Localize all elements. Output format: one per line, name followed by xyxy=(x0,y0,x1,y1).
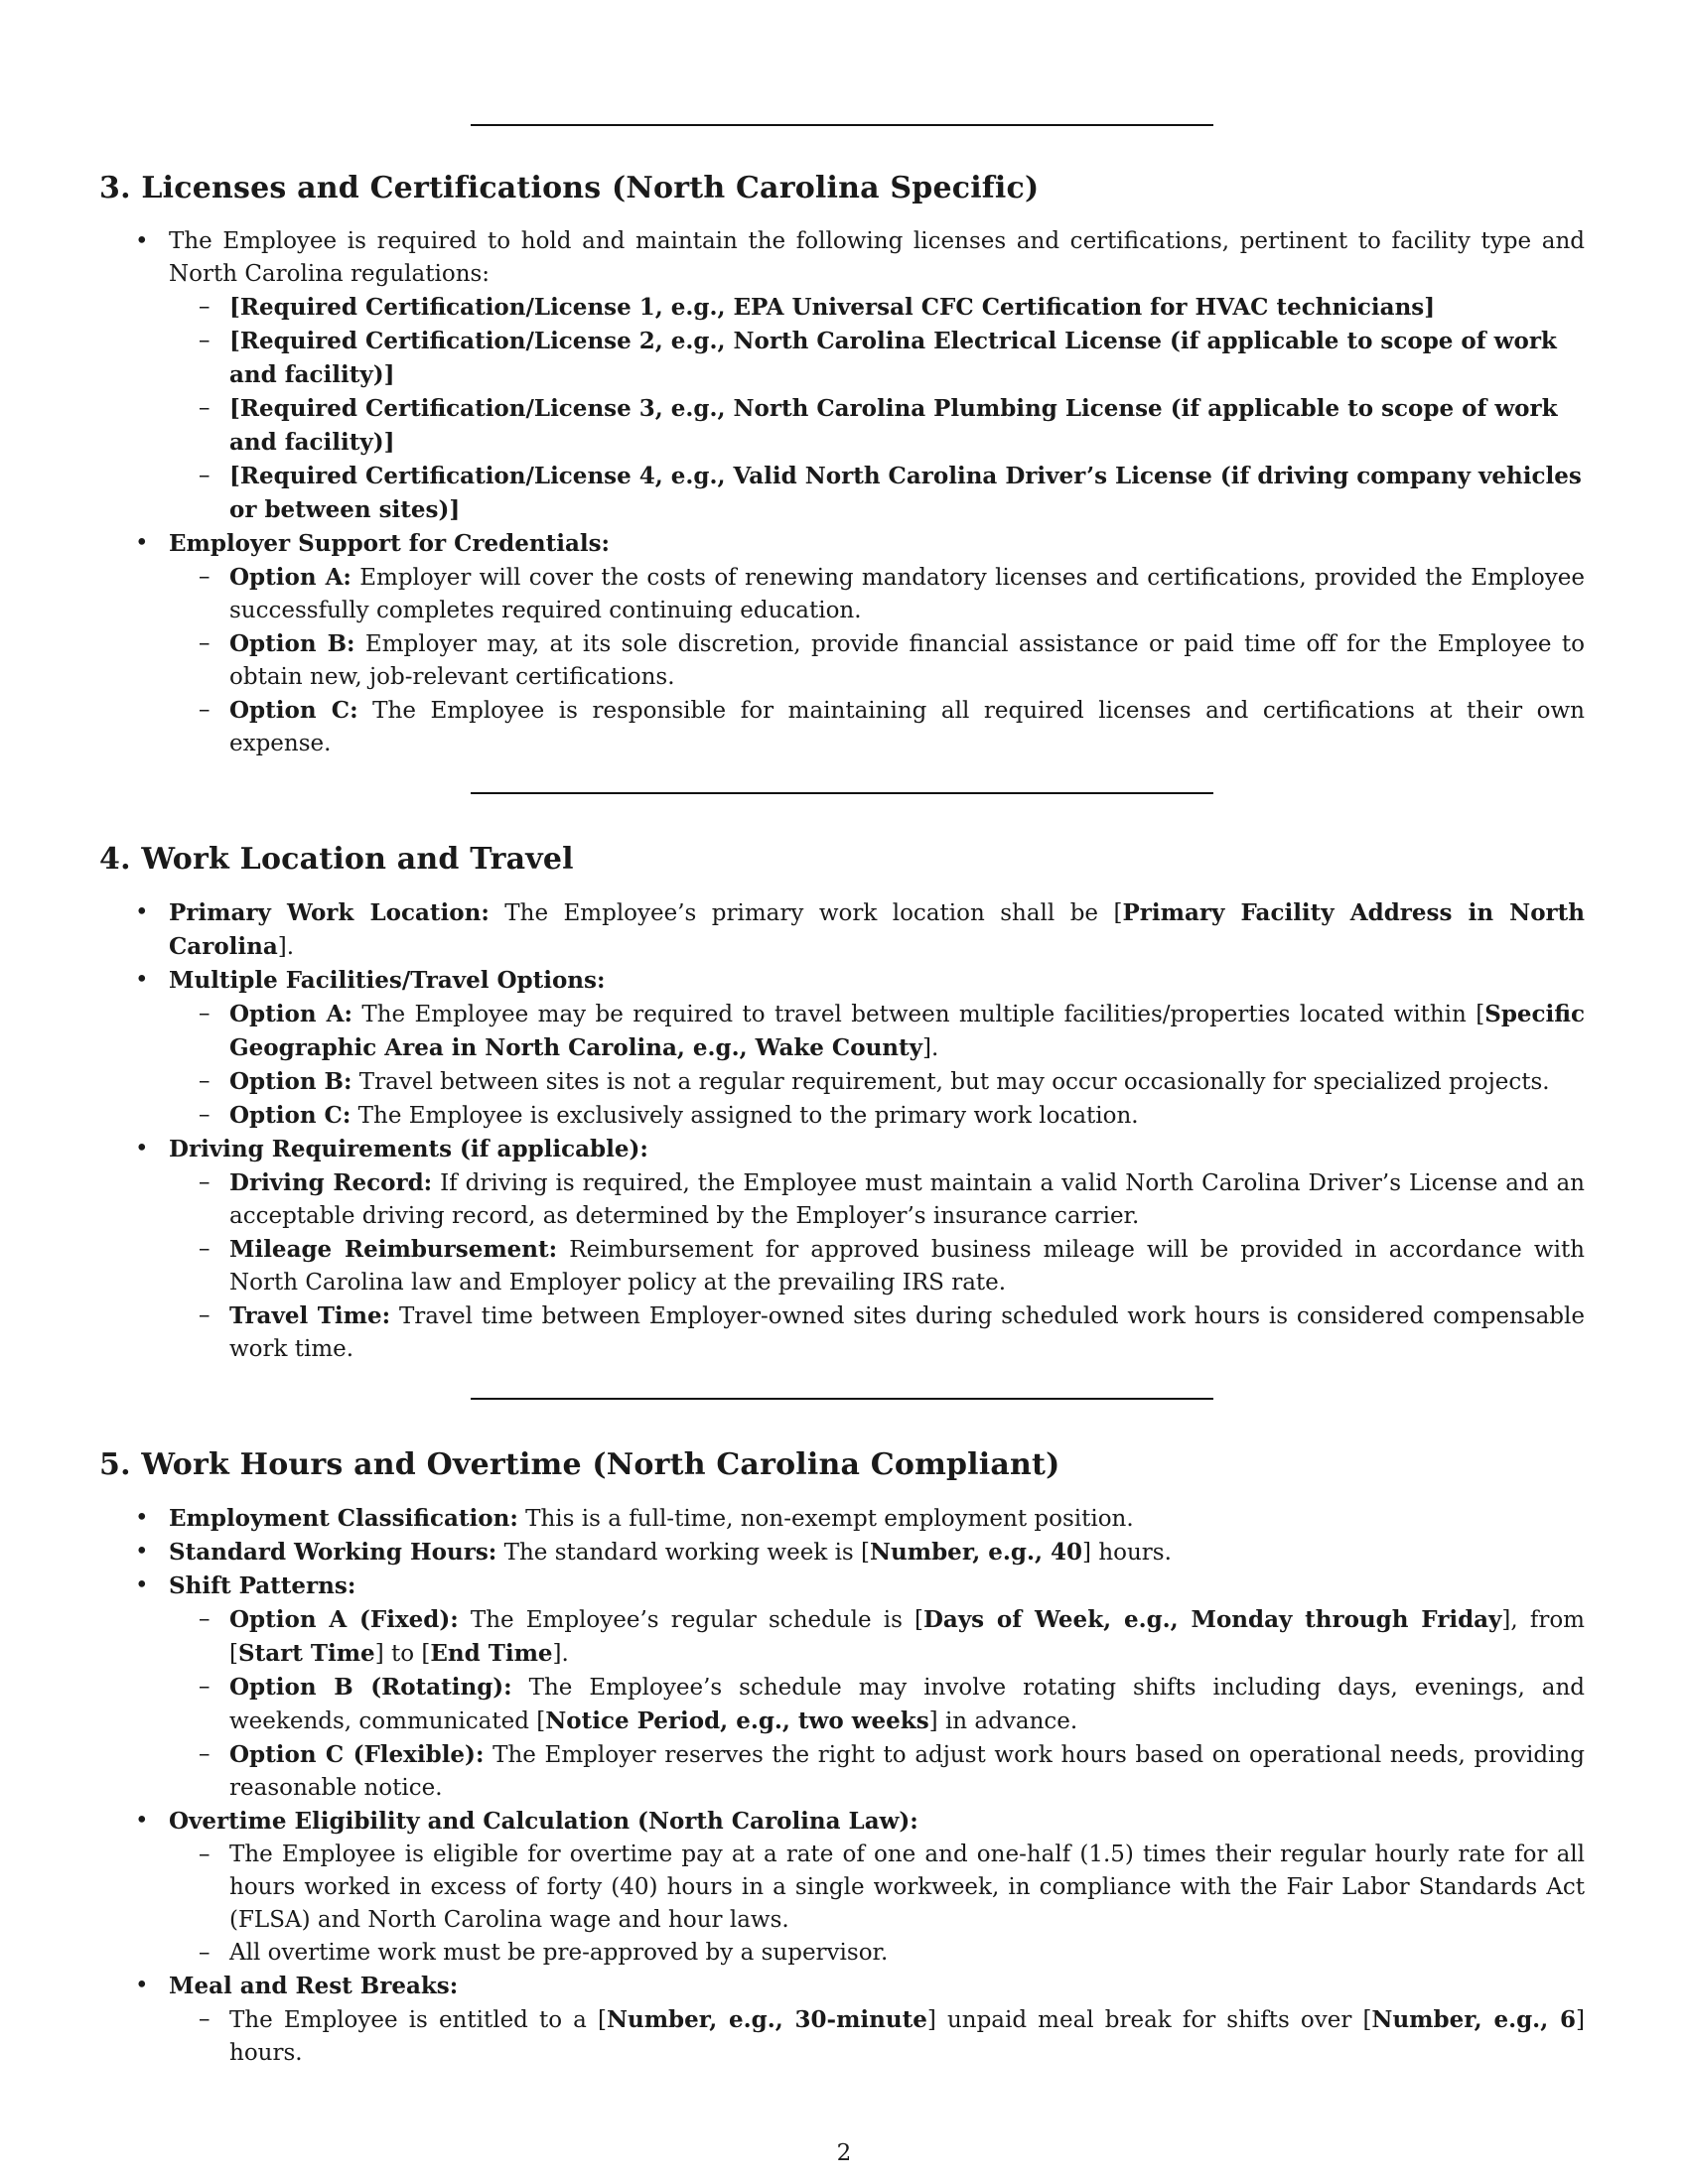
cert-placeholder: Required Certification/License 4, e.g., Valid North Carolina Driver’s License (if driving company vehicles or between sites) xyxy=(229,463,1582,523)
item-label: Employment Classification: xyxy=(169,1505,518,1532)
section-heading: 5. Work Hours and Overtime (North Carolina Compliant) xyxy=(99,1447,1060,1482)
list-item xyxy=(169,1233,1585,1299)
list-item xyxy=(169,1671,1585,1738)
item-text: The Employee’s primary work location shall be [ xyxy=(504,900,1123,926)
option-text: Reimbursement for approved business mileage will be provided in accordance with North Carolina law and Employer policy at the prevailing IRS rate. xyxy=(229,1237,1585,1296)
item-label: Multiple Facilities/Travel Options: xyxy=(169,967,606,994)
list-item xyxy=(99,1805,1585,1970)
option-text: The Employer reserves the right to adjust work hours based on operational needs, providing reasonable notice. xyxy=(229,1742,1586,1801)
list-item: – [Required Certification/License 2, e.g., North Carolina Electrical License (if applicable to scope of work and facility)] xyxy=(169,325,1585,392)
item-text: ]. xyxy=(277,934,295,960)
placeholder-text: End Time xyxy=(430,1640,553,1667)
list-item xyxy=(169,1603,1585,1671)
option-label: Option A: xyxy=(229,1001,352,1027)
option-text: ], from [ xyxy=(229,1607,1585,1667)
placeholder-text: Number, e.g., 30-minute xyxy=(606,2006,927,2033)
cert-placeholder: Required Certification/License 2, e.g., North Carolina Electrical License (if applicable to scope of work and facility) xyxy=(229,328,1557,388)
bullet-list xyxy=(99,225,1585,760)
list-item xyxy=(169,627,1585,694)
bullet-list xyxy=(99,1502,1585,2070)
option-text: Employer may, at its sole discretion, provide financial assistance or paid time off for the Employee to obtain new, job-relevant certifications. xyxy=(229,631,1586,690)
option-label: Option B: xyxy=(229,1068,352,1095)
cert-placeholder: Required Certification/License 1, e.g., EPA Universal CFC Certification for HVAC technicians xyxy=(239,294,1425,321)
sub-list xyxy=(169,561,1585,760)
sub-list xyxy=(169,1166,1585,1366)
list-item xyxy=(169,1166,1585,1233)
option-label: Driving Record: xyxy=(229,1169,433,1196)
list-item: – The Employee is eligible for overtime pay at a rate of one and one-half (1.5) times their regular hourly rate for all hours worked in excess of forty (40) hours in a single workweek, in compliance with the Fair Labor Standards Act (FLSA) and North Carolina wage and hour laws. xyxy=(169,1839,1585,1937)
list-item: – All overtime work must be pre-approved by a supervisor. xyxy=(169,1937,1585,1970)
section-divider xyxy=(471,124,1213,126)
option-label: Option C: xyxy=(229,697,358,724)
list-item: – [Required Certification/License 1, e.g., EPA Universal CFC Certification for HVAC technicians] xyxy=(169,291,1585,325)
placeholder-text: Notice Period, e.g., two weeks xyxy=(545,1707,929,1734)
option-text: Travel time between Employer-owned sites during scheduled work hours is considered compensable work time. xyxy=(229,1303,1585,1362)
item-label: Meal and Rest Breaks: xyxy=(169,1973,459,1999)
option-text: ]. xyxy=(922,1035,939,1061)
sub-list xyxy=(169,998,1585,1133)
item-label: Standard Working Hours: xyxy=(169,1539,497,1566)
list-item xyxy=(99,1570,1585,1805)
option-text: The Employee’s regular schedule is [ xyxy=(470,1607,923,1633)
option-text: ]. xyxy=(552,1641,569,1667)
list-item xyxy=(169,998,1585,1065)
bullet-list xyxy=(99,896,1585,1366)
option-text: ] to [ xyxy=(374,1641,431,1667)
list-item xyxy=(169,1065,1585,1099)
option-text: The Employee’s schedule may involve rotating shifts including days, evenings, and weekends, communicated [ xyxy=(229,1675,1585,1734)
item-label: Overtime Eligibility and Calculation (North Carolina Law): xyxy=(169,1808,918,1835)
item-text: The standard working week is [ xyxy=(503,1540,871,1566)
item-label: Employer Support for Credentials: xyxy=(169,530,611,557)
option-text: ] hours. xyxy=(229,2007,1585,2066)
section-5 xyxy=(99,1447,1585,2070)
list-item xyxy=(99,1536,1585,1570)
placeholder-text: Specific Geographic Area in North Carolina, e.g., Wake County xyxy=(229,1001,1585,1061)
section-divider xyxy=(471,1398,1213,1400)
list-item xyxy=(99,527,1585,760)
option-text: The Employee is responsible for maintaining all required licenses and certifications at their own expense. xyxy=(229,698,1585,756)
list-item xyxy=(99,1133,1585,1366)
option-label: Option B: xyxy=(229,630,355,657)
option-label: Mileage Reimbursement: xyxy=(229,1236,558,1263)
item-text: ] hours. xyxy=(1082,1540,1172,1566)
sub-list xyxy=(169,1603,1585,1805)
list-item xyxy=(169,1299,1585,1366)
option-label: Option C (Flexible): xyxy=(229,1741,485,1768)
option-label: Option A: xyxy=(229,564,352,591)
intro-text: • The Employee is required to hold and maintain the following licenses and certifications, pertinent to facility type and North Carolina regulations: xyxy=(169,228,1585,287)
section-3 xyxy=(99,171,1585,760)
section-heading: 4. Work Location and Travel xyxy=(99,842,574,877)
list-item xyxy=(99,964,1585,1133)
placeholder-text: Days of Week, e.g., Monday through Friday xyxy=(922,1606,1502,1633)
item-text: This is a full-time, non-exempt employment position. xyxy=(525,1506,1134,1532)
option-text: The Employee is exclusively assigned to the primary work location. xyxy=(357,1103,1139,1129)
option-text: The Employee is entitled to a [ xyxy=(229,2007,607,2033)
item-label: Primary Work Location: xyxy=(169,899,490,926)
list-item xyxy=(99,896,1585,964)
placeholder-text: Primary Facility Address in North Carolina xyxy=(169,899,1586,960)
list-item xyxy=(169,1738,1585,1805)
option-label: Option B (Rotating): xyxy=(229,1674,512,1701)
option-label: Option C: xyxy=(229,1102,352,1129)
option-text: ] in advance. xyxy=(928,1708,1078,1734)
option-label: Travel Time: xyxy=(229,1302,391,1329)
option-text: If driving is required, the Employee must maintain a valid North Carolina Driver’s License and an acceptable driving record, as determined by the Employer’s insurance carrier. xyxy=(229,1170,1585,1229)
option-text: Travel between sites is not a regular requirement, but may occur occasionally for specialized projects. xyxy=(358,1069,1550,1095)
cert-placeholder: Required Certification/License 3, e.g., North Carolina Plumbing License (if applicable to scope of work and facility) xyxy=(229,395,1558,456)
list-item xyxy=(169,561,1585,627)
section-divider xyxy=(471,792,1213,794)
list-item xyxy=(169,1099,1585,1133)
placeholder-text: Number, e.g., 6 xyxy=(1371,2006,1576,2033)
option-text: Employer will cover the costs of renewing mandatory licenses and certifications, provided the Employee successfully completes required continuing education. xyxy=(229,565,1585,623)
list-item xyxy=(169,2003,1585,2070)
sub-list xyxy=(169,291,1585,527)
option-label: Option A (Fixed): xyxy=(229,1606,459,1633)
sub-list xyxy=(169,2003,1585,2070)
section-4 xyxy=(99,842,1585,1366)
list-item xyxy=(99,225,1585,527)
placeholder-text: Start Time xyxy=(237,1640,375,1667)
list-item xyxy=(169,694,1585,760)
item-label: Shift Patterns: xyxy=(169,1572,356,1599)
list-item xyxy=(99,1502,1585,1536)
list-item: – [Required Certification/License 4, e.g., Valid North Carolina Driver’s License (if driving company vehicles or between sites)] xyxy=(169,460,1585,527)
option-text: The Employee may be required to travel between multiple facilities/properties located within [ xyxy=(361,1002,1485,1027)
list-item: – [Required Certification/License 3, e.g., North Carolina Plumbing License (if applicable to scope of work and facility)] xyxy=(169,392,1585,460)
section-heading: 3. Licenses and Certifications (North Carolina Specific) xyxy=(99,171,1040,205)
option-text: ] unpaid meal break for shifts over [ xyxy=(926,2007,1372,2033)
item-label: Driving Requirements (if applicable): xyxy=(169,1136,648,1162)
page-number: 2 xyxy=(836,2140,852,2166)
placeholder-text: Number, e.g., 40 xyxy=(870,1539,1083,1566)
sub-list xyxy=(169,1839,1585,1970)
list-item xyxy=(99,1970,1585,2070)
